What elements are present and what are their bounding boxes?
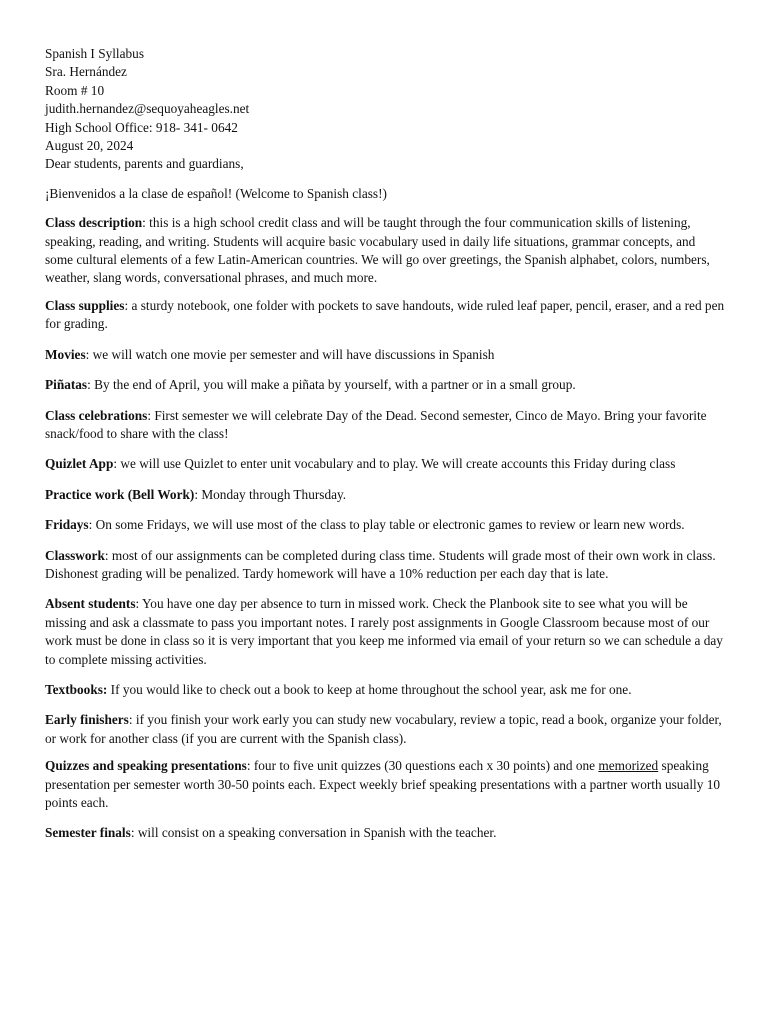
section-label: Quizzes and speaking presentations <box>45 758 247 774</box>
section-label: Class supplies <box>45 297 125 313</box>
welcome-line: ¡Bienvenidos a la clase de español! (Welcome to Spanish class!) <box>45 185 387 201</box>
section-text: : By the end of April, you will make a piñata by yourself, with a partner or in a small group. <box>87 377 576 393</box>
section-classwork <box>45 547 725 584</box>
section-text: : we will use Quizlet to enter unit vocabulary and to play. We will create accounts this Friday during class <box>113 456 676 472</box>
section-label: Classwork <box>45 547 105 563</box>
section-label: Textbooks: <box>45 681 108 697</box>
section-label: Movies <box>45 346 86 362</box>
section-text: : a sturdy notebook, one folder with pockets to save handouts, wide ruled leaf paper, pencil, eraser, and a red pen for grading. <box>45 297 725 332</box>
section-label: Piñatas <box>45 377 88 393</box>
section-text: : if you finish your work early you can study new vocabulary, review a topic, read a book, organize your folder, or work for another class (if you are current with the Spanish class). <box>45 712 722 746</box>
section-absent-students <box>45 595 725 669</box>
section-text: : Monday through Thursday. <box>194 486 347 502</box>
section-practice-work <box>45 486 725 504</box>
section-label: Fridays <box>45 517 89 533</box>
section-fridays <box>45 516 725 534</box>
section-text: : You have one day per absence to turn in missed work. Check the Planbook site to see what you will be missing and ask a classmate to pass you important notes. I rarely post assignments in Google Classroom because most of our work must be done in class so it is very important that you keep me informed via email of your return so we can schedule a day to complete missing activities. <box>45 596 723 667</box>
section-text: : will consist on a speaking conversation in Spanish with the teacher. <box>130 825 497 841</box>
section-pinatas <box>45 376 725 394</box>
section-text: : most of our assignments can be completed during class time. Students will grade most of their own work in class. Dishonest grading will be penalized. Tardy homework will have a 10% reduction per each day that is late. <box>45 547 716 581</box>
office-phone: High School Office: 918- 341- 0642 <box>45 119 238 135</box>
section-text: : this is a high school credit class and will be taught through the four communication skills of listening, speaking, reading, and writing. Students will acquire basic vocabulary used in daily life situations, grammar concepts, and some cultural elements of a few Latin-American countries. We will go over greetings, the Spanish alphabet, colors, numbers, weather, slang words, conversational phrases, and much more. <box>45 215 710 286</box>
letter-date: August 20, 2024 <box>45 138 134 154</box>
section-quizlet-app <box>45 455 725 473</box>
teacher-name: Sra. Hernández <box>45 64 127 80</box>
header-block <box>45 45 725 137</box>
syllabus-page <box>45 45 725 843</box>
section-movies <box>45 346 725 364</box>
section-class-celebrations <box>45 407 725 444</box>
section-label: Class celebrations <box>45 407 148 423</box>
section-label: Absent students <box>45 596 136 612</box>
section-class-supplies <box>45 297 725 334</box>
section-text: : First semester we will celebrate Day of the Dead. Second semester, Cinco de Mayo. Bring your favorite snack/food to share with the class! <box>45 407 707 441</box>
section-label: Semester finals <box>45 825 131 841</box>
section-early-finishers <box>45 711 725 748</box>
section-label: Practice work (Bell Work) <box>45 486 195 502</box>
section-label: Class description <box>45 215 143 231</box>
underlined-word: memorized <box>598 758 659 774</box>
section-textbooks <box>45 681 725 699</box>
section-text: : we will watch one movie per semester and will have discussions in Spanish <box>85 346 495 362</box>
section-quizzes-presentations <box>45 757 725 812</box>
section-label: Early finishers <box>45 712 129 728</box>
teacher-email: judith.hernandez@sequoyaheagles.net <box>45 101 250 117</box>
section-text: If you would like to check out a book to keep at home throughout the school year, ask me for one. <box>107 681 632 697</box>
room-number: Room # 10 <box>45 82 105 98</box>
section-class-description <box>45 214 725 288</box>
salutation: Dear students, parents and guardians, <box>45 156 244 172</box>
section-text: : On some Fridays, we will use most of the class to play table or electronic games to review or learn new words. <box>88 517 685 533</box>
section-label: Quizlet App <box>45 456 114 472</box>
section-semester-finals <box>45 824 725 842</box>
section-text: : four to five unit quizzes (30 questions each x 30 points) and one <box>246 758 599 774</box>
syllabus-title: Spanish I Syllabus <box>45 46 144 61</box>
section-text: speaking presentation per semester worth 30-50 points each. Expect weekly brief speaking presentations with a partner worth usually 10 points each. <box>45 758 720 810</box>
